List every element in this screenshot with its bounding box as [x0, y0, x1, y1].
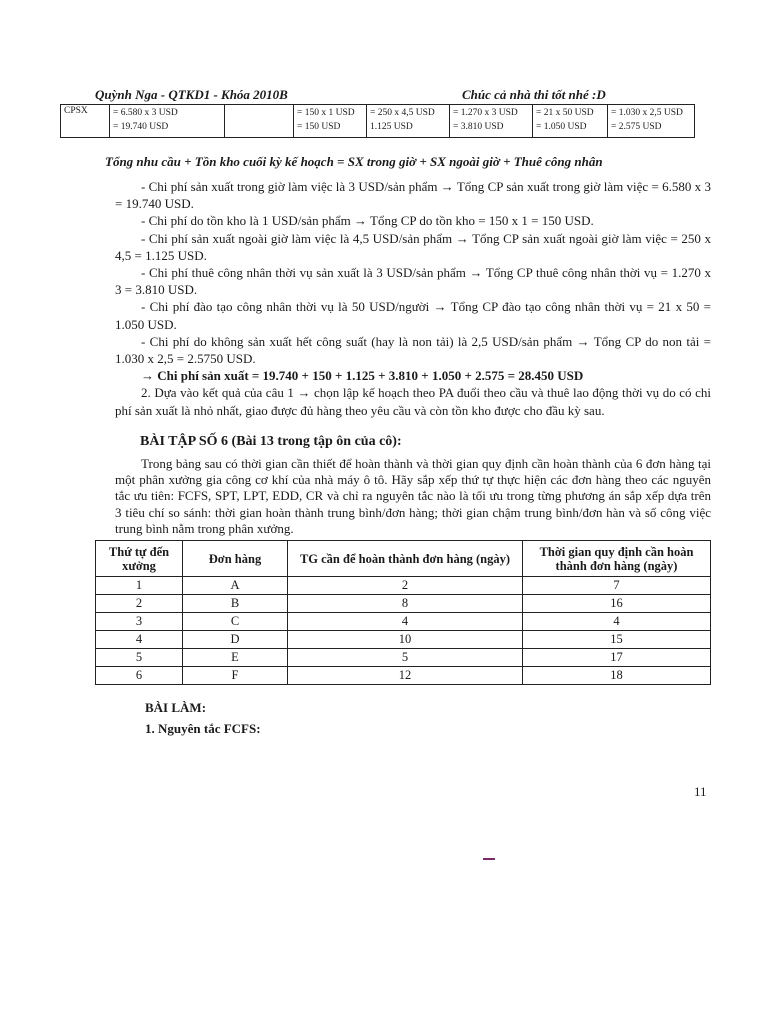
cpsx-cell-line: = 1.270 x 3 USD [453, 108, 518, 118]
table-row [96, 649, 711, 667]
cpsx-cell-line: = 21 x 50 USD [536, 108, 594, 118]
cpsx-cell [367, 105, 450, 138]
table-cell: 17 [523, 649, 711, 667]
table-cell: 2 [96, 595, 183, 613]
page-number: 11 [694, 784, 707, 799]
col-header: Thứ tự đến xưởng [96, 541, 183, 577]
cpsx-cell-line: = 150 x 1 USD [297, 108, 355, 118]
cpsx-cell [225, 105, 294, 138]
cpsx-cell-line: = 250 x 4,5 USD [370, 108, 435, 118]
cpsx-cell-line: 1.125 USD [370, 122, 413, 132]
exercise-title: BÀI TẬP SỐ 6 (Bài 13 trong tập ôn của cô): [140, 434, 402, 449]
cost-item: - Chi phí do tồn kho là 1 USD/sản phẩm → Tổng CP do tồn kho = 150 x 1 = 150 USD. [141, 213, 594, 229]
table-cell: 4 [96, 631, 183, 649]
col-header: TG cần để hoàn thành đơn hàng (ngày) [288, 541, 523, 577]
table-cell: 4 [288, 613, 523, 631]
cpsx-cell-line: = 1.030 x 2,5 USD [611, 108, 683, 118]
table-cell: 6 [96, 667, 183, 685]
table-cell: 4 [523, 613, 711, 631]
table-cell: F [183, 667, 288, 685]
table-cell: 15 [523, 631, 711, 649]
table-row [96, 577, 711, 595]
cpsx-cell-line: = 1.050 USD [536, 122, 587, 132]
col-header: Thời gian quy định cần hoàn thành đơn hàng (ngày) [523, 541, 711, 577]
cpsx-cell-line: = 2.575 USD [611, 122, 662, 132]
table-row [96, 613, 711, 631]
fcfs-heading: 1. Nguyên tắc FCFS: [145, 721, 261, 736]
formula-line: Tổng nhu cầu + Tồn kho cuối kỳ kế hoạch = SX trong giờ + SX ngoài giờ + Thuê công nhân [105, 154, 603, 169]
table-cell: 10 [288, 631, 523, 649]
cost-item: - Chi phí đào tạo công nhân thời vụ là 50 USD/người → Tổng CP đào tạo công nhân thời vụ = 21 x 50 = 1.050 USD. [115, 299, 711, 332]
table-cell: 2 [288, 577, 523, 595]
cpsx-cell [608, 105, 695, 138]
table-header-row [96, 541, 711, 577]
cost-item: - Chi phí sản xuất trong giờ làm việc là 3 USD/sản phẩm → Tổng CP sản xuất trong giờ làm việc = 6.580 x 3 = 19.740 USD. [115, 179, 711, 212]
cpsx-cell [533, 105, 608, 138]
cpsx-cell-line: = 19.740 USD [113, 122, 169, 132]
cpsx-cell-line: = 150 USD [297, 122, 341, 132]
table-cell: 18 [523, 667, 711, 685]
table-cell: 8 [288, 595, 523, 613]
cost-item: - Chi phí thuê công nhân thời vụ sản xuất là 3 USD/sản phẩm → Tổng CP thuê công nhân thời vụ = 1.270 x 3 = 3.810 USD. [115, 265, 711, 298]
table-cell: 16 [523, 595, 711, 613]
bai-lam-heading: BÀI LÀM: [145, 700, 207, 715]
table-cell: B [183, 595, 288, 613]
cost-breakdown [115, 178, 711, 419]
cost-item: - Chi phí do không sản xuất hết công suất (hay là non tải) là 2,5 USD/sản phẩm → Tổng CP do non tải = 1.030 x 2,5 = 2.5750 USD. [115, 333, 711, 367]
table-cell: 7 [523, 577, 711, 595]
stray-mark [483, 858, 495, 860]
header-author: Quỳnh Nga - QTKD1 - Khóa 2010B [95, 87, 288, 102]
header-greeting: Chúc cả nhà thi tốt nhé :D [462, 87, 606, 102]
table-cell: 1 [96, 577, 183, 595]
table-cell: 3 [96, 613, 183, 631]
table-cell: 12 [288, 667, 523, 685]
table-cell: D [183, 631, 288, 649]
cpsx-label: CPSX [61, 105, 110, 138]
col-header: Đơn hàng [183, 541, 288, 577]
table-cell: 5 [96, 649, 183, 667]
table-cell: 5 [288, 649, 523, 667]
table-row [61, 105, 695, 138]
table-row [96, 667, 711, 685]
exercise-text: Trong bảng sau có thời gian cần thiết để hoàn thành và thời gian quy định cần hoàn thành của 6 đơn hàng tại một phân xưởng gia công cơ khí của nhà máy ô tô. Hãy sắp xếp thứ tự thực hiện các đơn hàng theo các nguyên tắc ưu tiên: FCFS, SPT, LPT, EDD, CR và chỉ ra nguyên tắc nào là tối ưu trong từng phương án sắp xếp dựa trên 3 tiêu chí so sánh: thời gian hoàn thành trung bình/đơn hàng; thời gian chậm trung bình/đơn hàn và số công việc trung bình nằm trong phân xưởng. [115, 456, 711, 536]
cpsx-cell-line: = 6.580 x 3 USD [113, 108, 178, 118]
conclusion: 2. Dựa vào kết quả của câu 1 → chọn lập kế hoạch theo PA đuổi theo cầu và thuê lao động thời vụ do có chi phí sản xuất là nhỏ nhất, giao được đủ hàng theo yêu cầu và còn tồn kho được cho đầu kỳ sau. [115, 385, 711, 418]
orders-table [95, 540, 711, 685]
total-cost: → Chi phí sản xuất = 19.740 + 150 + 1.125 + 3.810 + 1.050 + 2.575 = 28.450 USD [141, 368, 584, 384]
cost-item: - Chi phí sản xuất ngoài giờ làm việc là 4,5 USD/sản phẩm → Tổng CP sản xuất ngoài giờ làm việc = 250 x 4,5 = 1.125 USD. [115, 230, 711, 263]
table-cell: E [183, 649, 288, 667]
cpsx-cell [294, 105, 367, 138]
table-cell: C [183, 613, 288, 631]
table-row [96, 631, 711, 649]
table-cell: A [183, 577, 288, 595]
cpsx-cell [110, 105, 225, 138]
cpsx-table [60, 104, 695, 138]
cpsx-cell [450, 105, 533, 138]
table-row [96, 595, 711, 613]
cpsx-cell-line: = 3.810 USD [453, 122, 504, 132]
